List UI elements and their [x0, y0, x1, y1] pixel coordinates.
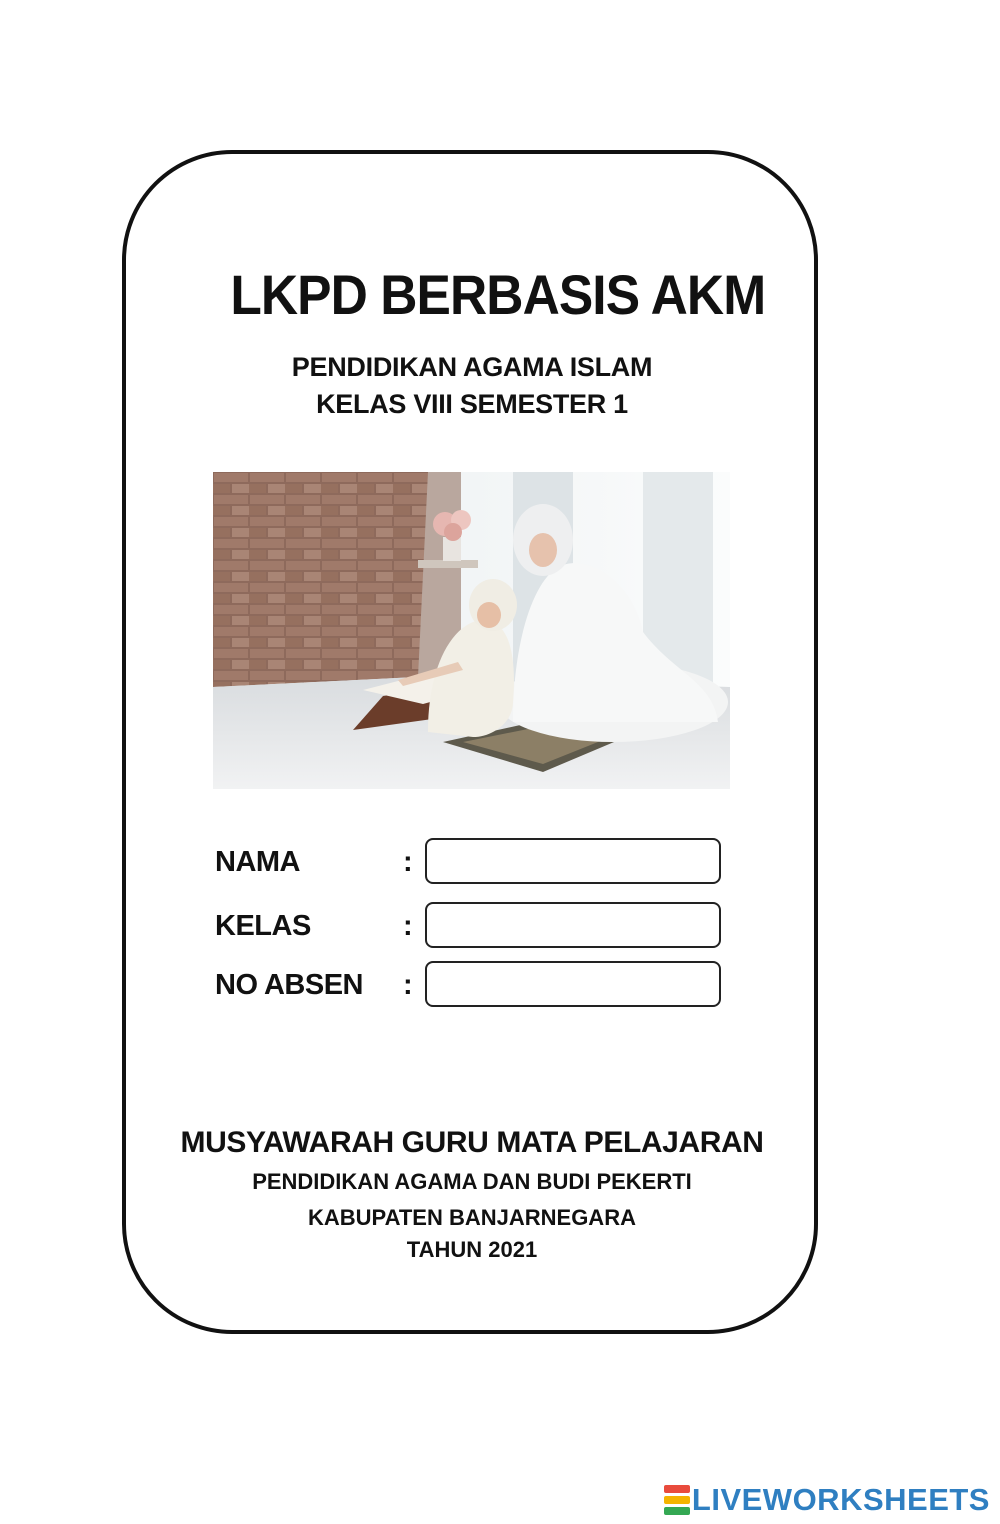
form-row-nama: [0, 838, 1000, 886]
no-absen-colon: :: [403, 969, 413, 1001]
footer-year: TAHUN 2021: [406, 1237, 538, 1262]
logo-bar-green: [664, 1507, 690, 1515]
no-absen-input[interactable]: [425, 961, 721, 1007]
form-row-no-absen: [0, 961, 1000, 1009]
footer-region: KABUPATEN BANJARNEGARA: [308, 1205, 636, 1230]
kelas-colon: :: [403, 910, 413, 942]
logo-bar-red: [664, 1485, 690, 1493]
liveworksheets-logo-icon: [664, 1485, 690, 1515]
class-semester-heading: KELAS VIII SEMESTER 1: [316, 389, 628, 419]
footer-subject: PENDIDIKAN AGAMA DAN BUDI PEKERTI: [252, 1169, 692, 1194]
nama-label: NAMA: [215, 846, 300, 878]
subject-heading: PENDIDIKAN AGAMA ISLAM: [291, 352, 653, 382]
cover-photo: [213, 472, 730, 789]
liveworksheets-watermark: [664, 1482, 990, 1518]
footer-organization: MUSYAWARAH GURU MATA PELAJARAN: [180, 1126, 764, 1159]
page-title: LKPD BERBASIS AKM: [230, 263, 766, 326]
kelas-label: KELAS: [215, 910, 311, 942]
watermark-text: LIVEWORKSHEETS: [691, 1482, 990, 1517]
no-absen-label: NO ABSEN: [215, 969, 363, 1001]
nama-input[interactable]: [425, 838, 721, 884]
kelas-input[interactable]: [425, 902, 721, 948]
nama-colon: :: [403, 846, 413, 878]
form-row-kelas: [0, 902, 1000, 950]
logo-bar-yellow: [664, 1496, 690, 1504]
